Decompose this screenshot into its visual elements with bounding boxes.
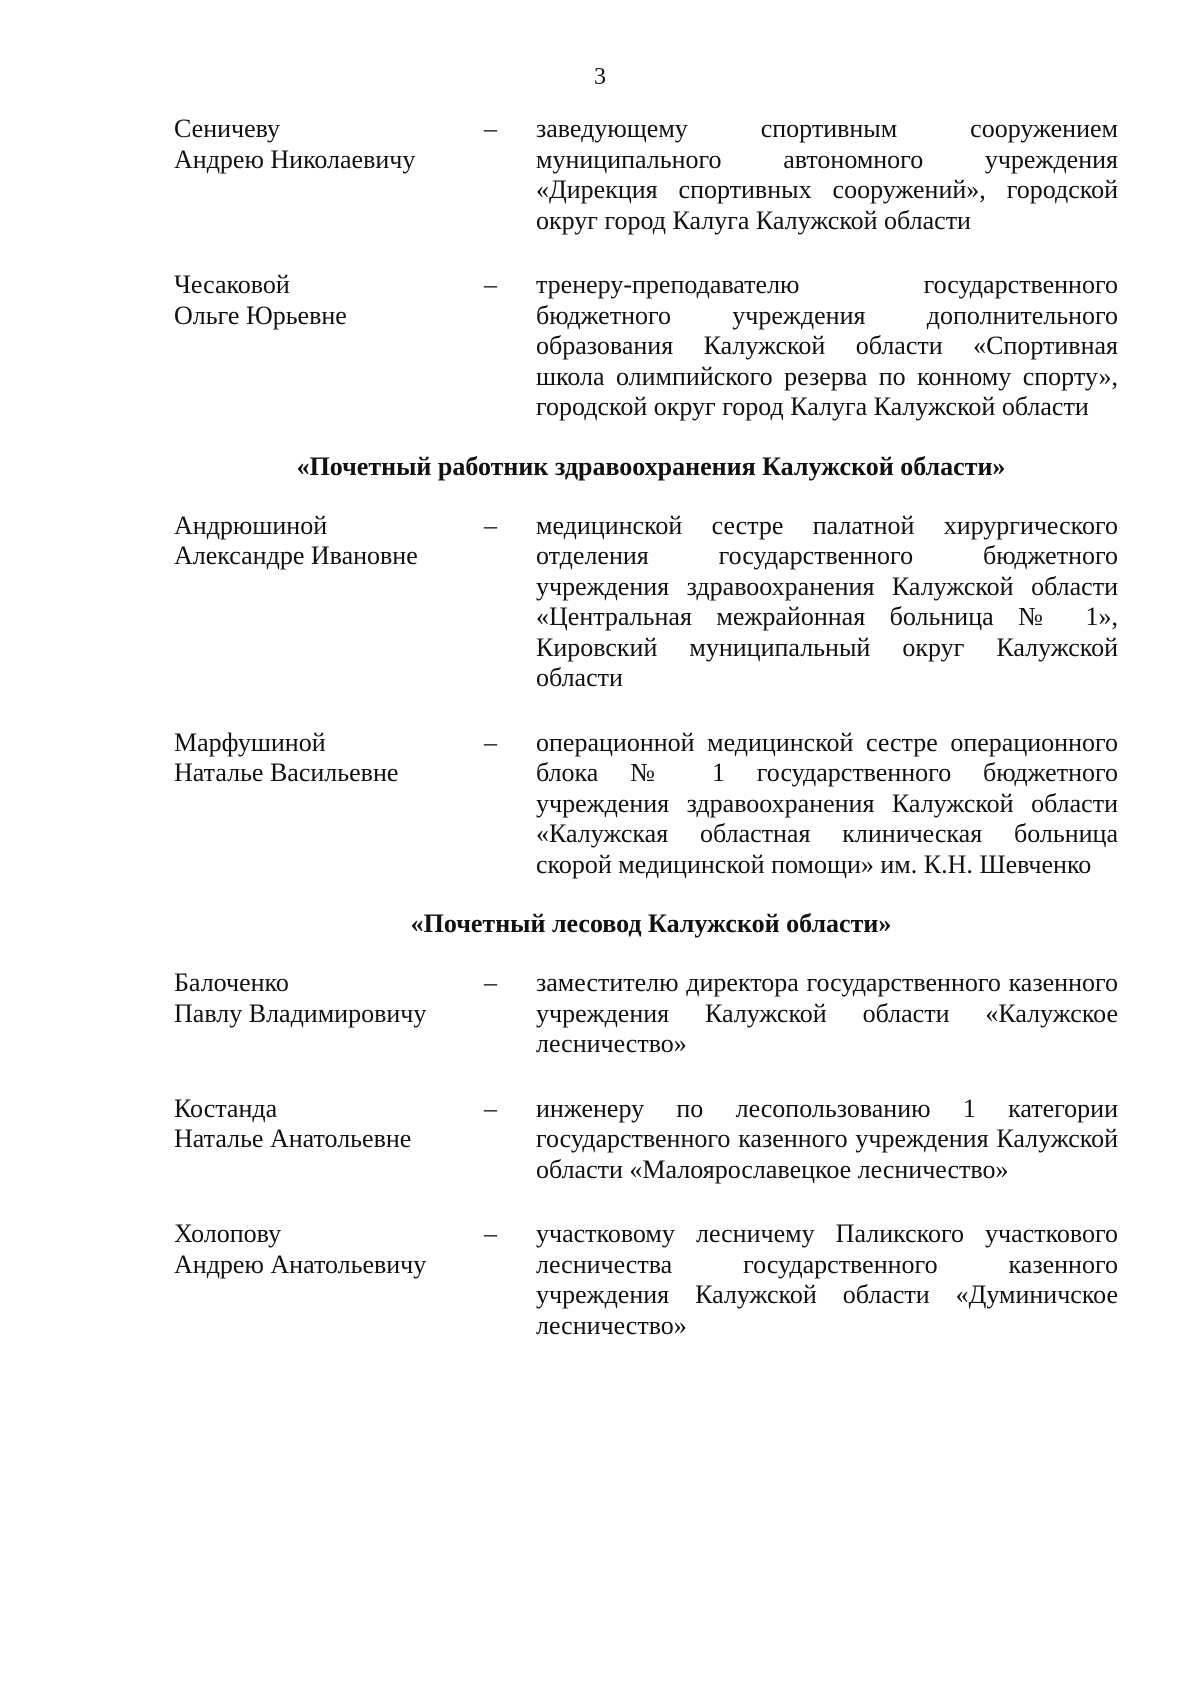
recipient-name	[174, 728, 484, 789]
recipient-name	[174, 114, 484, 175]
recipient-name	[174, 270, 484, 331]
recipient-given-names: Андрею Анатольевичу	[174, 1249, 427, 1279]
recipient-position: заведующему спортивным сооружением муниципального автономного учреждения «Дирекция спортивных сооружений», городской округ город Калуга Калужской области	[536, 114, 1118, 235]
page-number: 3	[594, 64, 606, 90]
dash-separator: –	[484, 1093, 497, 1123]
section-continuation	[174, 114, 1128, 423]
recipient-name	[174, 1094, 484, 1155]
award-entry	[174, 511, 1128, 694]
section-heading: «Почетный работник здравоохранения Калужской области»	[296, 451, 1006, 481]
dash-separator: –	[484, 114, 497, 143]
recipient-given-names: Ольге Юрьевне	[174, 300, 347, 330]
section-healthcare-worker	[174, 451, 1128, 881]
award-entry	[174, 114, 1128, 236]
dash-separator: –	[484, 510, 497, 540]
recipient-surname: Костанда	[174, 1093, 278, 1123]
recipient-given-names: Наталье Анатольевне	[174, 1124, 412, 1153]
dash-separator: –	[484, 727, 497, 757]
recipient-position: инженеру по лесопользованию 1 категории государственного казенного учреждения Калужской области «Малоярославецкое лесничество»	[536, 1093, 1118, 1184]
recipient-position: тренеру-преподавателю государственного бюджетного учреждения дополнительного образования Калужской области «Спортивная школа олимпийского резерва по конному спорту», городской округ город Калуга Калужской области	[536, 270, 1118, 421]
recipient-surname: Марфушиной	[174, 727, 326, 757]
recipient-position: участковому лесничему Паликского участкового лесничества государственного казенного учреждения Калужской области «Думиничское лесничество»	[536, 1219, 1118, 1340]
recipient-name	[174, 511, 484, 572]
document-body	[174, 114, 1128, 1341]
award-entry	[174, 270, 1128, 423]
recipient-position: операционной медицинской сестре операционного блока № 1 государственного бюджетного учреждения здравоохранения Калужской области «Калужская областная клиническая больница скорой медицинской помощи» им. К.Н. Шевченко	[536, 727, 1118, 879]
recipient-position: заместителю директора государственного казенного учреждения Калужской области «Калужское лесничество»	[536, 968, 1118, 1058]
dash-separator: –	[484, 1219, 497, 1248]
award-entry	[174, 968, 1128, 1060]
recipient-name	[174, 968, 484, 1029]
award-entry	[174, 728, 1128, 881]
recipient-surname: Холопову	[174, 1219, 282, 1248]
dash-separator: –	[484, 270, 497, 299]
recipient-surname: Сеничеву	[174, 114, 281, 143]
recipient-given-names: Андрею Николаевичу	[174, 144, 416, 174]
recipient-position: медицинской сестре палатной хирургического отделения государственного бюджетного учреждения здравоохранения Калужской области «Центральная межрайонная больница № 1», Кировский муниципальный округ Калужской области	[536, 510, 1118, 692]
award-entry	[174, 1219, 1128, 1341]
recipient-surname: Андрюшиной	[174, 510, 328, 540]
section-forester	[174, 908, 1128, 1341]
section-heading: «Почетный лесовод Калужской области»	[410, 909, 892, 938]
recipient-surname: Чесаковой	[174, 270, 290, 299]
dash-separator: –	[484, 968, 497, 997]
recipient-given-names: Павлу Владимировичу	[174, 998, 427, 1028]
recipient-given-names: Александре Ивановне	[174, 541, 418, 570]
recipient-name	[174, 1219, 484, 1280]
recipient-surname: Балоченко	[174, 968, 289, 997]
award-entry	[174, 1094, 1128, 1186]
recipient-given-names: Наталье Васильевне	[174, 758, 399, 787]
